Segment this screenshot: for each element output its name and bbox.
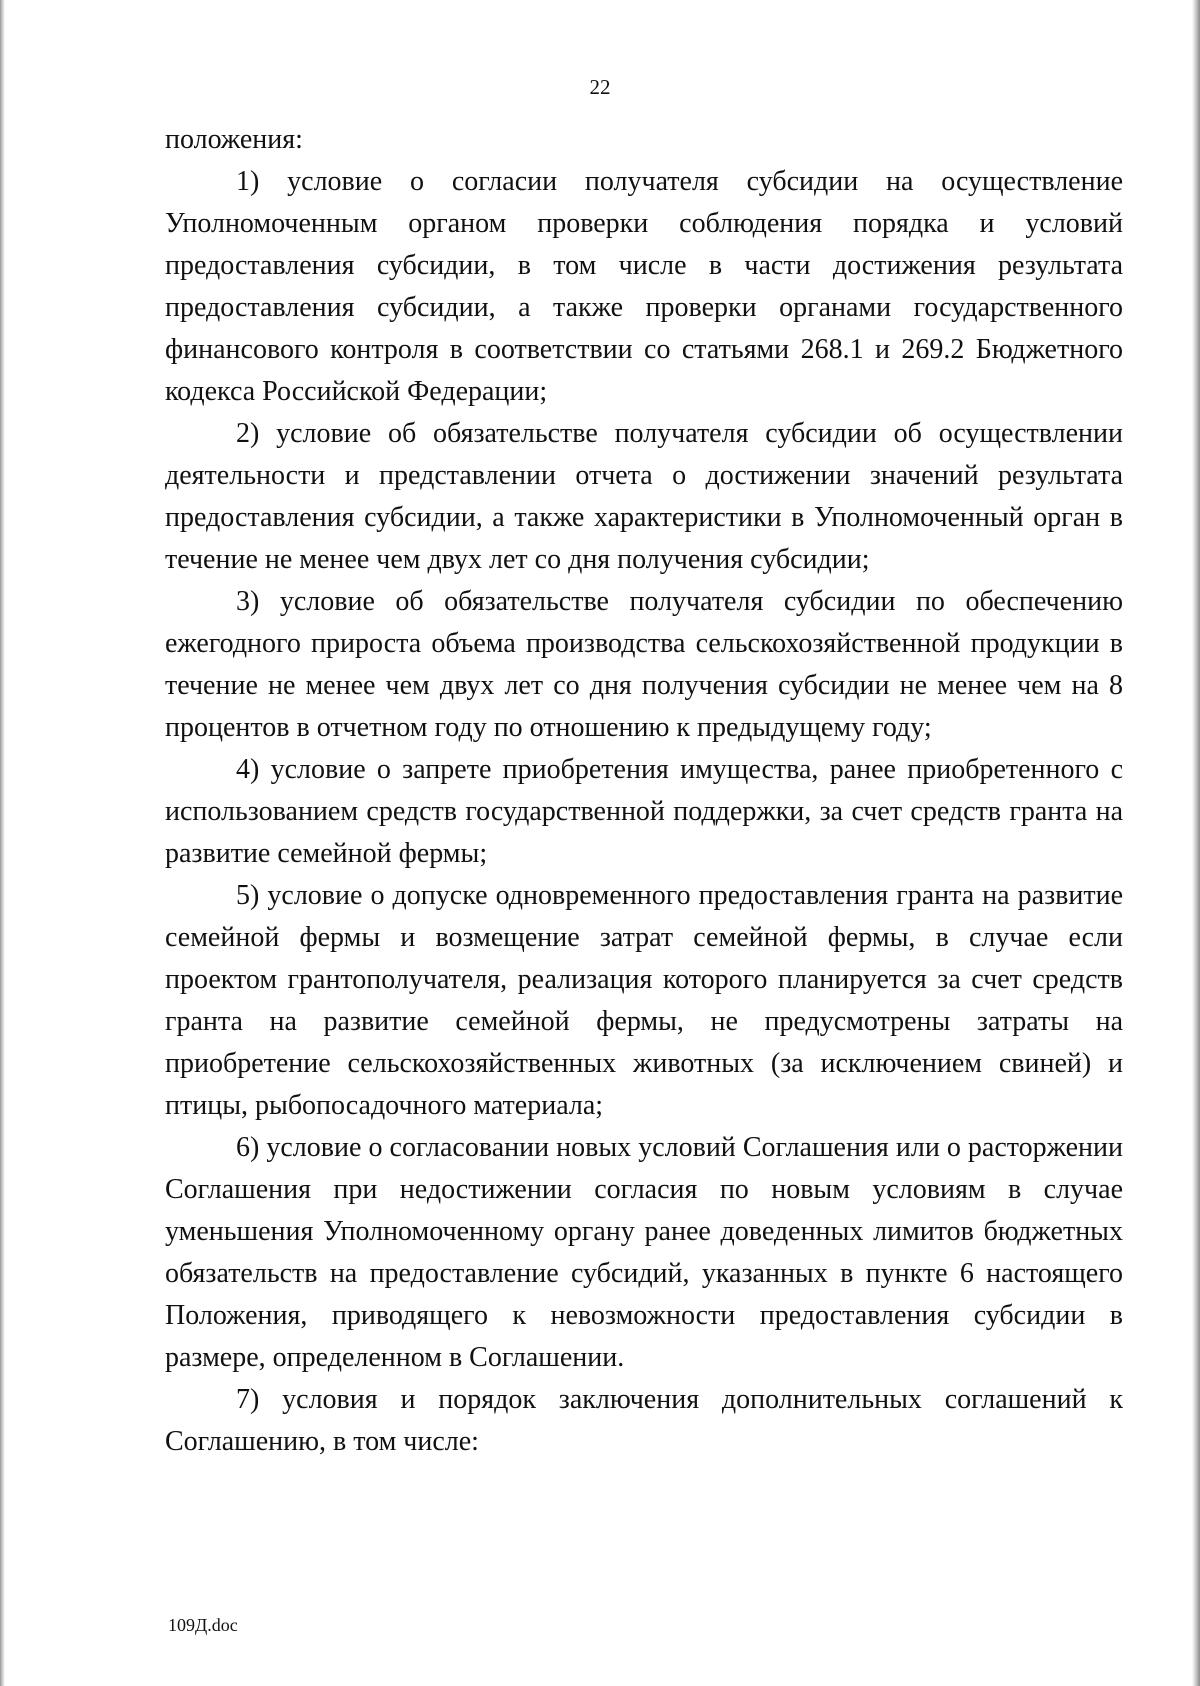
file-name-footer: 109Д.doc	[168, 1615, 238, 1635]
paragraph-item-1: 1) условие о согласии получателя субсидии на осуществление Уполномоченным органом проверки соблюдения порядка и условий предоставления субсидии, в том числе в части достижения результата предоставления субсидии, а также проверки органами государственного финансового контроля в соответствии со статьями 268.1 и 269.2 Бюджетного кодекса Российской Федерации;	[165, 166, 1123, 407]
paragraph-item-2: 2) условие об обязательстве получателя субсидии об осуществлении деятельности и представлении отчета о достижении значений результата предоставления субсидии, а также характеристики в Уполномоченный орган в течение не менее чем двух лет со дня получения субсидии;	[165, 418, 1123, 575]
paragraph-item-5: 5) условие о допуске одновременного предоставления гранта на развитие семейной фермы и возмещение затрат семейной фермы, в случае если проектом грантополучателя, реализация которого планируется за счет средств гранта на развитие семейной фермы, не предусмотрены затраты на приобретение сельскохозяйственных животных (за исключением свиней) и птицы, рыбопосадочного материала;	[165, 880, 1123, 1121]
document-body	[165, 119, 1123, 1463]
page-number: 22	[589, 75, 611, 99]
paragraph-item-4: 4) условие о запрете приобретения имущества, ранее приобретенного с использованием средств государственной поддержки, за счет средств гранта на развитие семейной фермы;	[165, 754, 1123, 869]
scan-edge-right	[1192, 0, 1200, 1686]
paragraph-item-3: 3) условие об обязательстве получателя субсидии по обеспечению ежегодного прироста объема производства сельскохозяйственной продукции в течение не менее чем двух лет со дня получения субсидии не менее чем на 8 процентов в отчетном году по отношению к предыдущему году;	[165, 586, 1123, 743]
paragraph-item-6: 6) условие о согласовании новых условий Соглашения или о расторжении Соглашения при недостижении согласия по новым условиям в случае уменьшения Уполномоченному органу ранее доведенных лимитов бюджетных обязательств на предоставление субсидий, указанных в пункте 6 настоящего Положения, приводящего к невозможности предоставления субсидии в размере, определенном в Соглашении.	[165, 1132, 1123, 1373]
paragraph-continuation: положения:	[165, 124, 303, 155]
scan-edge-left	[0, 0, 5, 1686]
paragraph-item-7: 7) условия и порядок заключения дополнительных соглашений к Соглашению, в том числе:	[165, 1384, 1123, 1457]
